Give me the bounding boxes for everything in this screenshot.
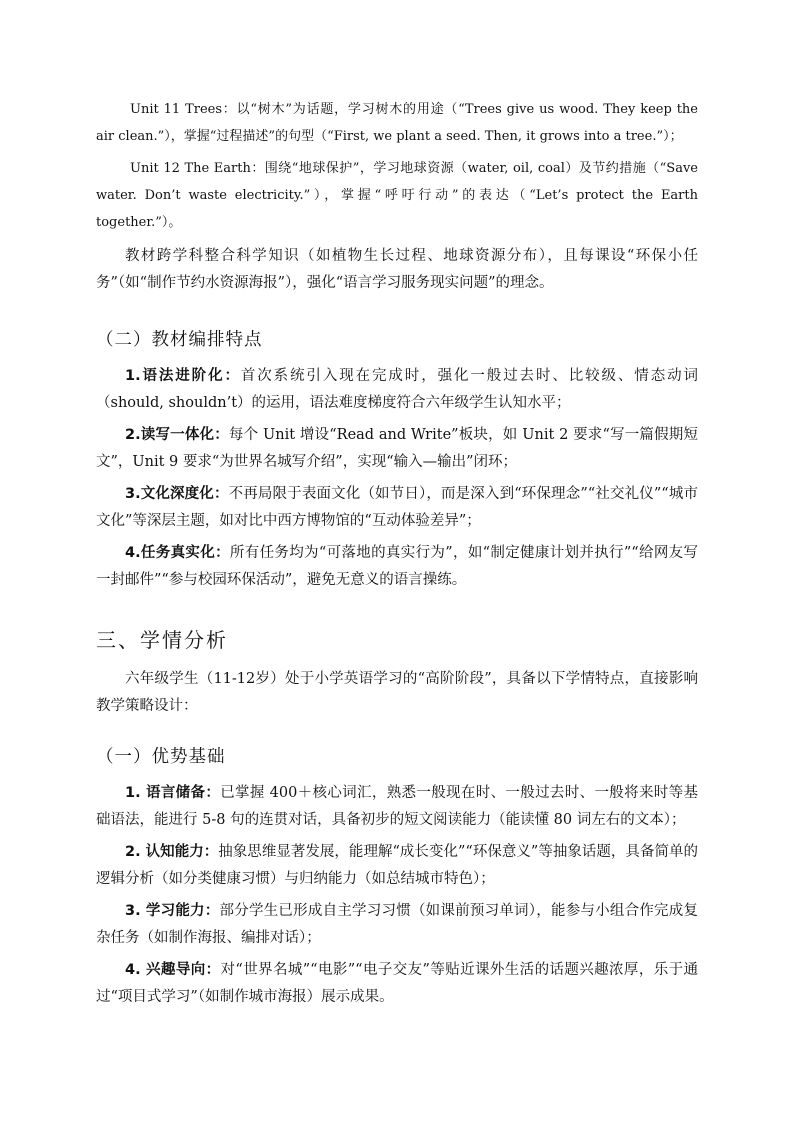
strength-text: 抽象思维显著发展，能理解“成长变化”“环保意义”等抽象话题，具备简单的逻辑分析（如分类健康习惯）与归纳能力（如总结城市特色）； <box>96 844 698 887</box>
feature-text: 不再局限于表面文化（如节日），而是深入到“环保理念”“社交礼仪”“城市文化”等深层主题，如对比中西方博物馆的“互动体验差异”； <box>96 486 698 529</box>
student-analysis-intro: 六年级学生（11-12岁）处于小学英语学习的“高阶阶段”，具备以下学情特点，直接影响教学策略设计： <box>96 671 698 714</box>
strength-item-2 <box>96 839 698 893</box>
unit-12-paragraph: Unit 12 The Earth：围绕“地球保护”，学习地球资源（water, oil, coal）及节约措施（“Save water. Don’t waste electricity.”），掌握“呼吁行动”的表达（“Let’s protect the Earth together.”）。 <box>96 161 698 230</box>
strength-term: 1. 语言储备： <box>125 785 221 801</box>
strength-text: 已掌握 400＋核心词汇，熟悉一般现在时、一般过去时、一般将来时等基础语法，能进行 5-8 句的连贯对话，具备初步的短文阅读能力（能读懂 80 词左右的文本）； <box>96 785 698 828</box>
feature-item-1 <box>96 363 698 417</box>
feature-term: 2.读写一体化： <box>125 427 229 443</box>
features-heading: （二）教材编排特点 <box>96 330 263 350</box>
feature-text: 所有任务均为“可落地的真实行为”，如“制定健康计划并执行”“给网友写一封邮件”“参与校园环保活动”，避免无意义的语言操练。 <box>96 545 698 588</box>
feature-term: 4.任务真实化： <box>125 545 230 561</box>
strength-item-1 <box>96 780 698 834</box>
strength-term: 3. 学习能力： <box>125 903 220 919</box>
student-analysis-heading: 三、学情分析 <box>96 628 228 652</box>
feature-text: 首次系统引入现在完成时，强化一般过去时、比较级、情态动词（should, shouldn’t）的运用，语法难度梯度符合六年级学生认知水平； <box>96 368 698 411</box>
strength-item-3 <box>96 898 698 952</box>
document-page <box>96 96 698 1011</box>
textbook-intro-paragraph: 教材跨学科整合科学知识（如植物生长过程、地球资源分布），且每课设“环保小任务”（如“制作节约水资源海报”），强化“语言学习服务现实问题”的理念。 <box>96 248 698 291</box>
feature-item-3 <box>96 481 698 535</box>
strength-text: 对“世界名城”“电影”“电子交友”等贴近课外生活的话题兴趣浓厚，乐于通过“项目式学习”（如制作城市海报）展示成果。 <box>96 962 698 1005</box>
feature-term: 1.语法进阶化： <box>125 368 241 384</box>
strength-text: 部分学生已形成自主学习习惯（如课前预习单词），能参与小组合作完成复杂任务（如制作海报、编排对话）； <box>96 903 698 946</box>
strength-item-4 <box>96 957 698 1011</box>
strengths-heading: （一）优势基础 <box>96 747 226 767</box>
feature-term: 3.文化深度化： <box>125 486 229 502</box>
feature-text: 每个 Unit 增设“Read and Write”板块，如 Unit 2 要求“写一篇假期短文”，Unit 9 要求“为世界名城写介绍”，实现“输入—输出”闭环； <box>96 427 698 470</box>
feature-item-4 <box>96 540 698 594</box>
unit-11-paragraph: Unit 11 Trees：以“树木”为话题，学习树木的用途（“Trees give us wood. They keep the air clean.”），掌握“过程描述”的句型（“First, we plant a seed. Then, it grows into a tree.”）； <box>96 102 698 144</box>
strength-term: 2. 认知能力： <box>125 844 219 860</box>
strength-term: 4. 兴趣导向： <box>125 962 221 978</box>
feature-item-2 <box>96 422 698 476</box>
